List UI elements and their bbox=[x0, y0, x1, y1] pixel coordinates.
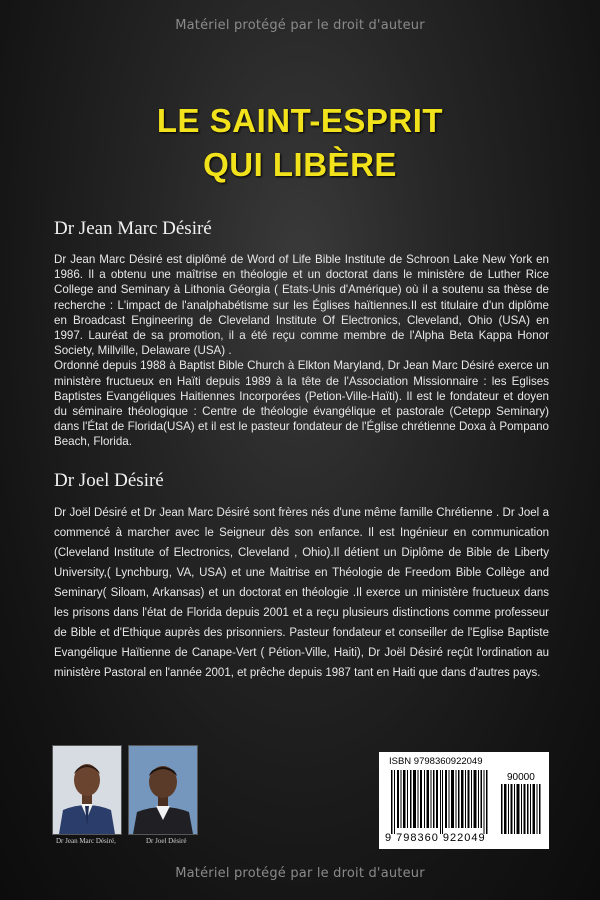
author-bio-1-paragraph-1: Dr Jean Marc Désiré est diplômé de Word of Life Bible Institute de Schroon Lake New York en 1986. Il a obtenu une maîtrise en théologie et un doctorat dans le ministère de Luther Rice College and Seminary à Lithonia Géorgia ( Etats-Unis d'Amérique) où il a soutenu sa thèse de recherche : L'impact de l'analphabétisme sur les Églises haïtiennes.Il est titulaire d'un diplôme en Broadcast Engineering de Cleveland Institute Of Electronics, Cleveland, Ohio (USA) en 1997. Lauréat de sa promotion, il a été reçu comme membre de l'Alpha Beta Kappa Honor Society, Millville, Delaware (USA) . bbox=[54, 253, 549, 358]
isbn-label: ISBN 9798360922049 bbox=[389, 756, 483, 767]
barcode-price-code: 90000 bbox=[507, 772, 535, 783]
author-bio-1 bbox=[54, 252, 549, 450]
isbn-barcode bbox=[379, 752, 549, 849]
portrait-2-illustration bbox=[129, 746, 197, 834]
portrait-1-illustration bbox=[53, 746, 121, 834]
author-bio-2 bbox=[54, 503, 549, 683]
author-name-1: Dr Jean Marc Désiré bbox=[54, 218, 212, 239]
author-bio-2-paragraph-1: Dr Joël Désiré et Dr Jean Marc Désiré sont frères nés d'une même famille Chrétienne . Dr Joel a commencé à marcher avec le Seigneur dès son enfance. Il est Ingénieur en communication (Cleveland Institute of Electronics, Cleveland , Ohio).Il détient un Diplôme de Bible de Liberty University,( Lynchburg, VA, USA) et une Maitrise en Théologie de Freedom Bible Collège and Seminary( Siloam, Arkansas) et un doctorat en théologie .Il exerce un ministère fructueux dans les prisons dans l'état de Florida depuis 2001 et a reçu plusieurs distinctions comme professeur de Bible et d'Ethique auprès des prisonniers. Pasteur fondateur et conseiller de l'Eglise Baptiste Evangélique Haïtienne de Canape-Vert ( Pétion-Ville, Haiti), Dr Joël Désiré reçût l'ordination au ministère Pastoral en l'année 2001, et prêche depuis 1987 tant en Haiti que dans d'autres pays. bbox=[54, 507, 549, 679]
photo-caption-2: Dr Joel Désiré bbox=[146, 837, 187, 845]
copyright-watermark-bottom: Matériel protégé par le droit d'auteur bbox=[175, 866, 425, 881]
photo-caption-1: Dr Jean Marc Désiré, bbox=[56, 837, 116, 845]
book-title-line-1: LE SAINT-ESPRIT bbox=[156, 102, 444, 139]
barcode-digits: 9 798360 922049 bbox=[385, 832, 486, 844]
author-bio-1-paragraph-2: Ordonné depuis 1988 à Baptist Bible Church à Elkton Maryland, Dr Jean Marc Désiré exerce un ministère fructueux en Haïti depuis 1989 à la tête de l'Association Missionnaire : les Eglises Baptistes Evangéliques Haitiennes Incorporées (Petion-Ville-Haïti). Il est le fondateur et doyen du séminaire théologique : Centre de théologie évangélique et pastorale (Cetepp Seminary) dans l'État de Florida(USA) et il est le pasteur fondateur de l'Église chrétienne Doxa à Pompano Beach, Florida. bbox=[54, 359, 549, 449]
copyright-watermark-top: Matériel protégé par le droit d'auteur bbox=[175, 18, 425, 33]
author-photo-1 bbox=[52, 745, 122, 835]
author-photo-2 bbox=[128, 745, 198, 835]
book-title-line-2: QUI LIBÈRE bbox=[203, 146, 397, 183]
author-name-2: Dr Joel Désiré bbox=[54, 470, 164, 491]
